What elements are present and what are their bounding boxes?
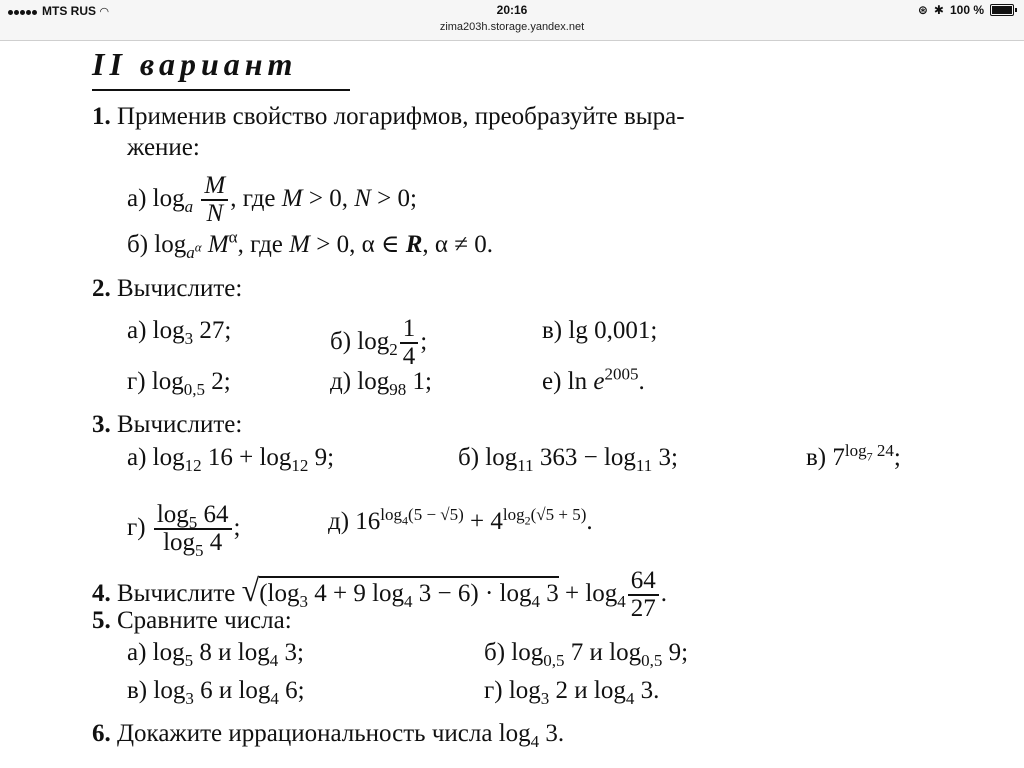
document-page xyxy=(0,40,1024,768)
battery-percent: 100 % xyxy=(949,3,984,17)
problem-3-header xyxy=(92,410,242,440)
numerator xyxy=(154,502,232,530)
fraction xyxy=(154,501,232,561)
problem-2d xyxy=(127,367,231,397)
exp-arg: 24 xyxy=(872,440,894,460)
reals-symbol: R xyxy=(405,231,423,258)
log-base xyxy=(186,239,202,262)
num-arg: 64 xyxy=(197,501,229,528)
num-log: log xyxy=(156,501,189,528)
log-base: 3 xyxy=(540,689,550,708)
battery-icon xyxy=(990,4,1014,16)
log-base: 4 xyxy=(625,689,635,708)
expr-part: ; xyxy=(420,327,428,355)
sqrt-sign: √ xyxy=(241,571,260,608)
log-base: 3 xyxy=(299,591,308,611)
log-base: 2 xyxy=(389,339,398,359)
expr-part: б) log xyxy=(330,327,390,355)
log-base: 0,5 xyxy=(183,380,206,399)
expr-part: 9; xyxy=(308,444,335,471)
exp-base: 7 xyxy=(866,449,873,464)
expr-part: д) 16 xyxy=(328,508,381,535)
expr-part: 7 и log xyxy=(564,639,642,666)
expr-part: 3 xyxy=(540,579,559,607)
problem-1b xyxy=(127,227,493,262)
problem-2b xyxy=(330,316,427,371)
fraction xyxy=(201,173,228,228)
log-base: 98 xyxy=(389,380,407,399)
problem-number: 3. xyxy=(92,411,111,438)
problem-5-header xyxy=(92,606,292,636)
denominator: 27 xyxy=(630,595,656,623)
exponent xyxy=(844,440,894,464)
expr-part: 27; xyxy=(193,317,232,344)
base: a xyxy=(186,243,195,262)
title-underline xyxy=(92,89,350,91)
log-base: a xyxy=(184,196,194,216)
lock-rotation-icon: ⊛ xyxy=(917,3,928,17)
numerator: 64 xyxy=(628,568,659,596)
problem-6 xyxy=(92,719,564,749)
expr-part: 6 и log xyxy=(193,677,271,704)
expr-part: ; xyxy=(233,513,241,541)
expr-part: . xyxy=(638,368,645,395)
numerator: 1 xyxy=(400,316,419,344)
problem-1-header xyxy=(92,102,685,132)
expr-part: 3. xyxy=(634,677,660,704)
log-base: 3 xyxy=(184,329,194,348)
exp-arg: (5 − √5) xyxy=(408,504,464,524)
problem-number: 6. xyxy=(92,720,111,747)
log-base: 5 xyxy=(188,513,198,532)
expr-part: 3 − 6) · log xyxy=(412,579,532,607)
expr-part: а) log xyxy=(127,639,185,666)
expr-part: > 0, xyxy=(302,184,355,212)
log-base: 4 xyxy=(531,591,540,611)
problem-number: 2. xyxy=(92,275,111,302)
bluetooth-icon: ✱ xyxy=(933,3,944,17)
expr-part: (log xyxy=(259,579,300,607)
denominator: N xyxy=(206,200,224,228)
problem-2f xyxy=(542,364,645,397)
problem-3e xyxy=(328,504,593,537)
status-right xyxy=(918,3,1014,17)
var: N xyxy=(354,184,371,212)
problem-number: 1. xyxy=(92,103,111,130)
var: e xyxy=(593,368,605,395)
problem-5c xyxy=(127,676,305,706)
clock: 20:16 xyxy=(496,3,528,17)
exp-log: log xyxy=(502,504,525,524)
log-base: 0,5 xyxy=(543,651,565,670)
expr-part: + log xyxy=(558,579,618,607)
expr-part: д) log xyxy=(330,368,390,395)
denominator: 4 xyxy=(402,343,416,371)
expr-part: 16 + log xyxy=(201,444,292,471)
den-log: log xyxy=(163,529,196,557)
status-bar xyxy=(0,0,1024,41)
problem-5a xyxy=(127,638,304,668)
expr-part: ; xyxy=(893,444,901,471)
variant-title: II вариант xyxy=(92,46,298,82)
expr-part: 1; xyxy=(406,368,432,395)
den-arg: 4 xyxy=(203,529,223,557)
expr-part: в) log xyxy=(127,677,186,704)
problem-3c xyxy=(806,440,901,473)
address-url[interactable]: zima203h.storage.yandex.net xyxy=(439,21,585,33)
base-exp: α xyxy=(194,239,202,255)
expr-part: е) ln xyxy=(542,368,594,395)
expr-part: 2 и log xyxy=(549,677,626,704)
log-base: 4 xyxy=(617,591,626,611)
expr-part: а) log xyxy=(127,444,185,471)
expr-part: , где xyxy=(237,231,290,258)
carrier-label: MTS RUS xyxy=(42,4,96,18)
expr-part: , где xyxy=(230,184,282,212)
expr-part: + 4 xyxy=(463,508,503,535)
expr-part: а) log xyxy=(127,317,185,344)
fraction xyxy=(400,316,419,371)
exp: 2005 xyxy=(604,364,639,384)
log-base: 5 xyxy=(184,651,194,670)
problem-1-text-cont: жение: xyxy=(127,134,200,161)
expr-part: > 0, α ∈ xyxy=(309,231,406,258)
var: M xyxy=(281,184,303,212)
exp-base: 2 xyxy=(524,513,531,528)
log-base: 4 xyxy=(404,591,413,611)
exponent xyxy=(502,504,587,528)
problem-text: Вычислите: xyxy=(117,411,243,438)
expr-part: г) log xyxy=(127,368,184,395)
exp-arg: (√5 + 5) xyxy=(530,504,587,524)
wifi-icon: ◠ xyxy=(100,5,109,18)
log-base: 3 xyxy=(185,689,194,708)
log-base: 4 xyxy=(530,732,540,751)
denominator xyxy=(154,529,232,561)
expr-part: б) log xyxy=(484,639,544,666)
exp-log: log xyxy=(844,440,867,460)
problem-text: Применив свойство логарифмов, преобразуйте выра- xyxy=(117,103,685,130)
problem-1a xyxy=(127,173,417,228)
expr-part: г) log xyxy=(484,677,541,704)
expr-part: , α ≠ 0. xyxy=(422,231,493,258)
log-base: 4 xyxy=(269,651,279,670)
problem-number: 5. xyxy=(92,607,111,634)
expr-part: 2; xyxy=(205,368,231,395)
log-base: 12 xyxy=(291,456,309,475)
expr-part: 3. xyxy=(539,720,565,747)
log-base: 12 xyxy=(184,456,202,475)
expr-part: б) log xyxy=(458,444,518,471)
expr-part: 3; xyxy=(652,444,678,471)
expr-part: 6; xyxy=(278,677,305,704)
log-base: 5 xyxy=(195,541,204,561)
problem-2e xyxy=(330,367,432,397)
problem-2a xyxy=(127,316,231,346)
log-base: 11 xyxy=(635,456,653,475)
expr-part: 3; xyxy=(278,639,304,666)
numerator: M xyxy=(201,173,228,201)
problem-3a xyxy=(127,443,334,473)
exp-base: 4 xyxy=(402,513,409,528)
expr-part: а) log xyxy=(127,184,185,212)
expr-part: . xyxy=(586,508,593,535)
exp: α xyxy=(228,227,238,247)
var: M xyxy=(289,231,310,258)
problem-text: Докажите иррациональность числа log xyxy=(117,720,531,747)
var: M xyxy=(207,231,229,258)
problem-3b xyxy=(458,443,678,473)
expr-part: 363 − log xyxy=(533,444,636,471)
expr-part: 8 и log xyxy=(193,639,270,666)
radicand xyxy=(259,576,559,611)
fraction xyxy=(628,568,659,623)
problem-3d xyxy=(127,501,241,561)
log-base: 4 xyxy=(270,689,279,708)
expr-part: 9; xyxy=(662,639,689,666)
problem-2c: в) lg 0,001; xyxy=(542,317,658,344)
expr-part: > 0; xyxy=(370,184,417,212)
problem-5d xyxy=(484,676,659,706)
expr-part: в) 7 xyxy=(806,444,845,471)
expr-part: б) log xyxy=(127,231,187,258)
exponent xyxy=(380,504,464,528)
log-base: 11 xyxy=(517,456,534,475)
expr-part: г) xyxy=(127,513,146,541)
problem-text: Вычислите: xyxy=(117,275,243,302)
problem-5b xyxy=(484,638,688,668)
problem-number: 4. xyxy=(92,579,111,607)
expr-part: 4 + 9 log xyxy=(308,579,405,607)
log-base: 0,5 xyxy=(641,651,663,670)
expr-part: . xyxy=(660,579,668,607)
problem-2-header xyxy=(92,274,242,304)
exp-log: log xyxy=(380,504,403,524)
problem-text: Сравните числа: xyxy=(117,607,292,634)
problem-text: Вычислите xyxy=(117,579,242,607)
